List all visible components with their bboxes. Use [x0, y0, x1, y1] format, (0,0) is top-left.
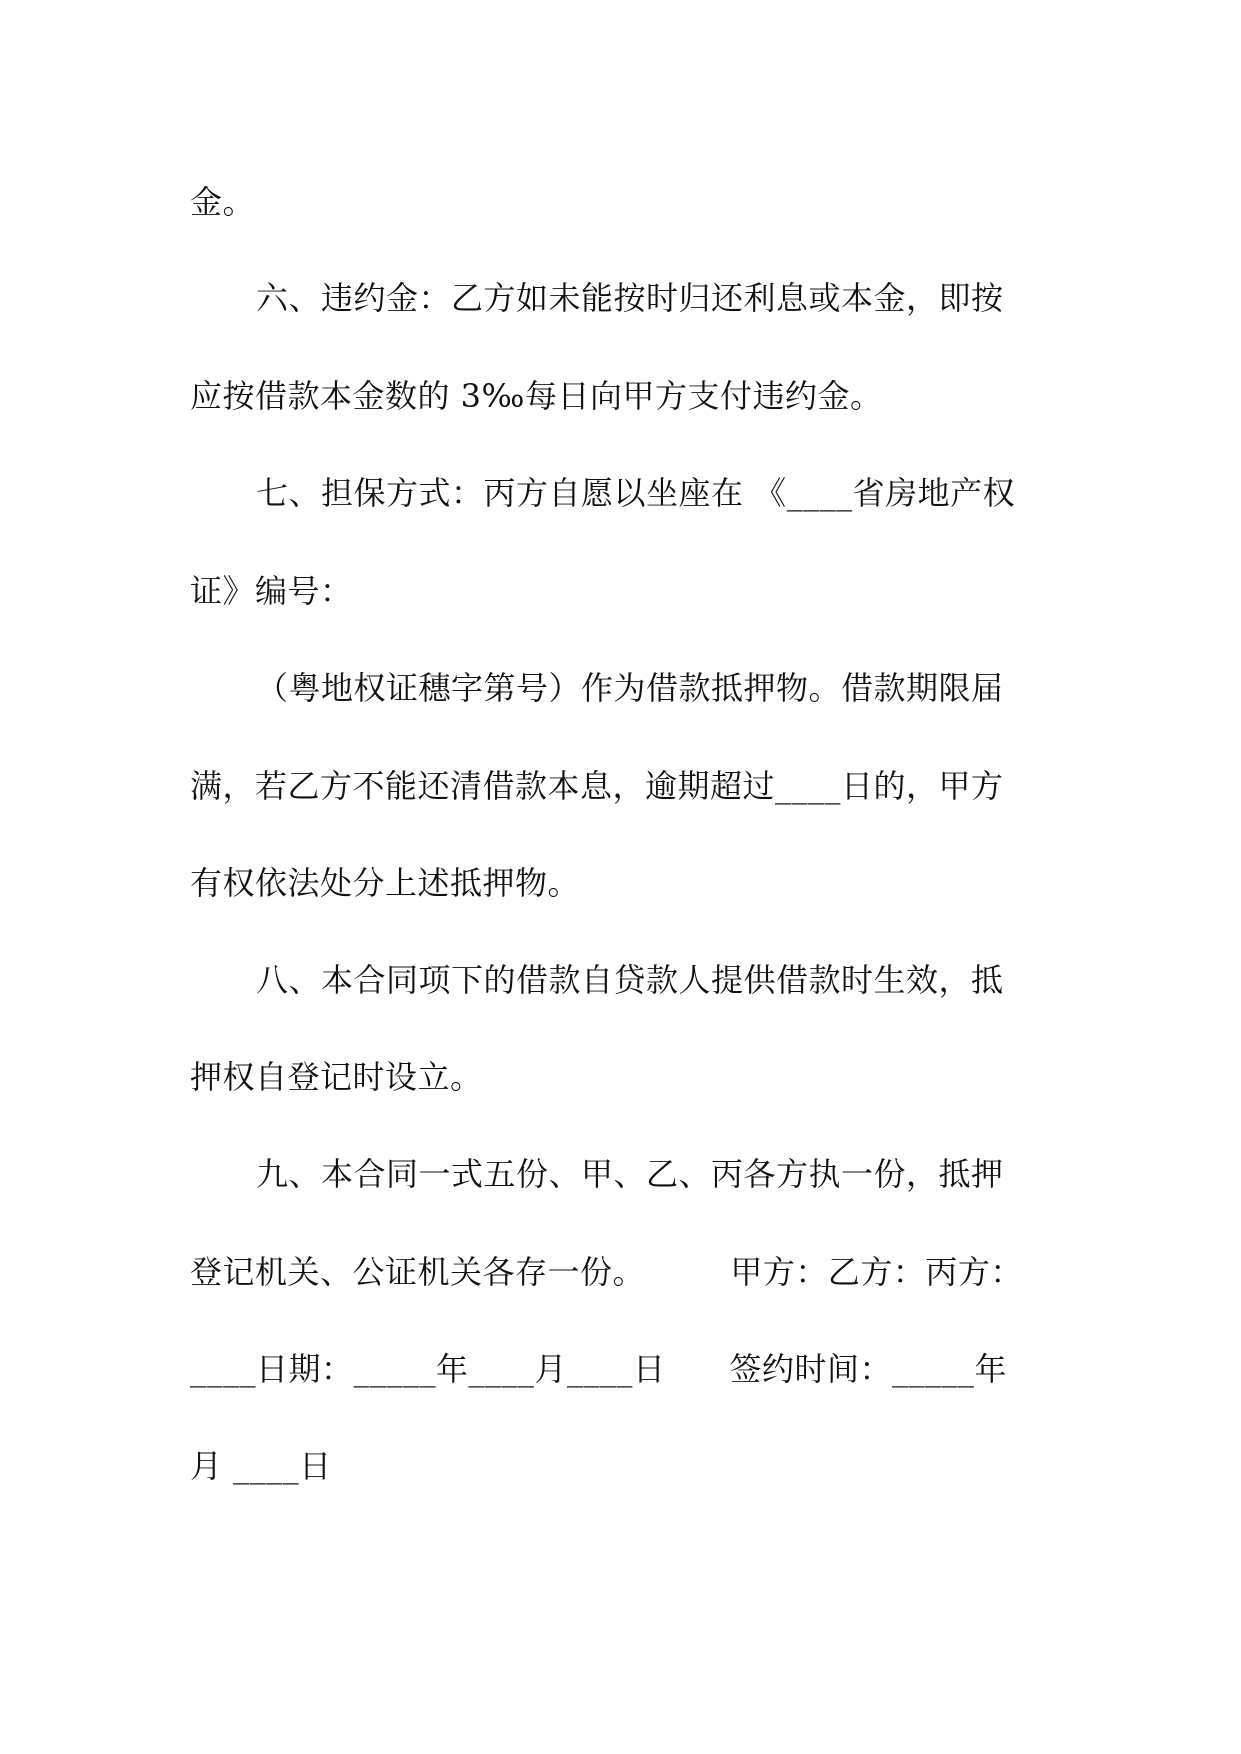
text-line-continuation: 金。 — [190, 183, 256, 221]
clause-9-line-2-signatories: 登记机关、公证机关各存一份。 甲方：乙方：丙方： — [190, 1253, 1023, 1291]
clause-7-line-1: 七、担保方式：丙方自愿以坐座在 《____省房地产权 — [256, 474, 1016, 512]
clause-6-line-2: 应按借款本金数的 3‰每日向甲方支付违约金。 — [190, 377, 883, 415]
date-line-end: 月 ____日 — [190, 1447, 332, 1485]
clause-7-line-4: 满，若乙方不能还清借款本息，逾期超过____日的，甲方 — [190, 767, 1004, 805]
clause-8-line-1: 八、本合同项下的借款自贷款人提供借款时生效，抵 — [256, 961, 1004, 999]
clause-9-line-1: 九、本合同一式五份、甲、乙、丙各方执一份，抵押 — [256, 1155, 1004, 1193]
date-line: ____日期：_____年____月____日 签约时间：_____年 — [190, 1350, 1008, 1388]
clause-6-line-1: 六、违约金：乙方如未能按时归还利息或本金，即按 — [256, 279, 1004, 317]
clause-7-line-5: 有权依法处分上述抵押物。 — [190, 864, 581, 902]
clause-8-line-2: 押权自登记时设立。 — [190, 1058, 483, 1096]
clause-7-line-3: （粤地权证穗字第号）作为借款抵押物。借款期限届 — [256, 669, 1004, 707]
clause-7-line-2: 证》编号： — [190, 572, 353, 610]
